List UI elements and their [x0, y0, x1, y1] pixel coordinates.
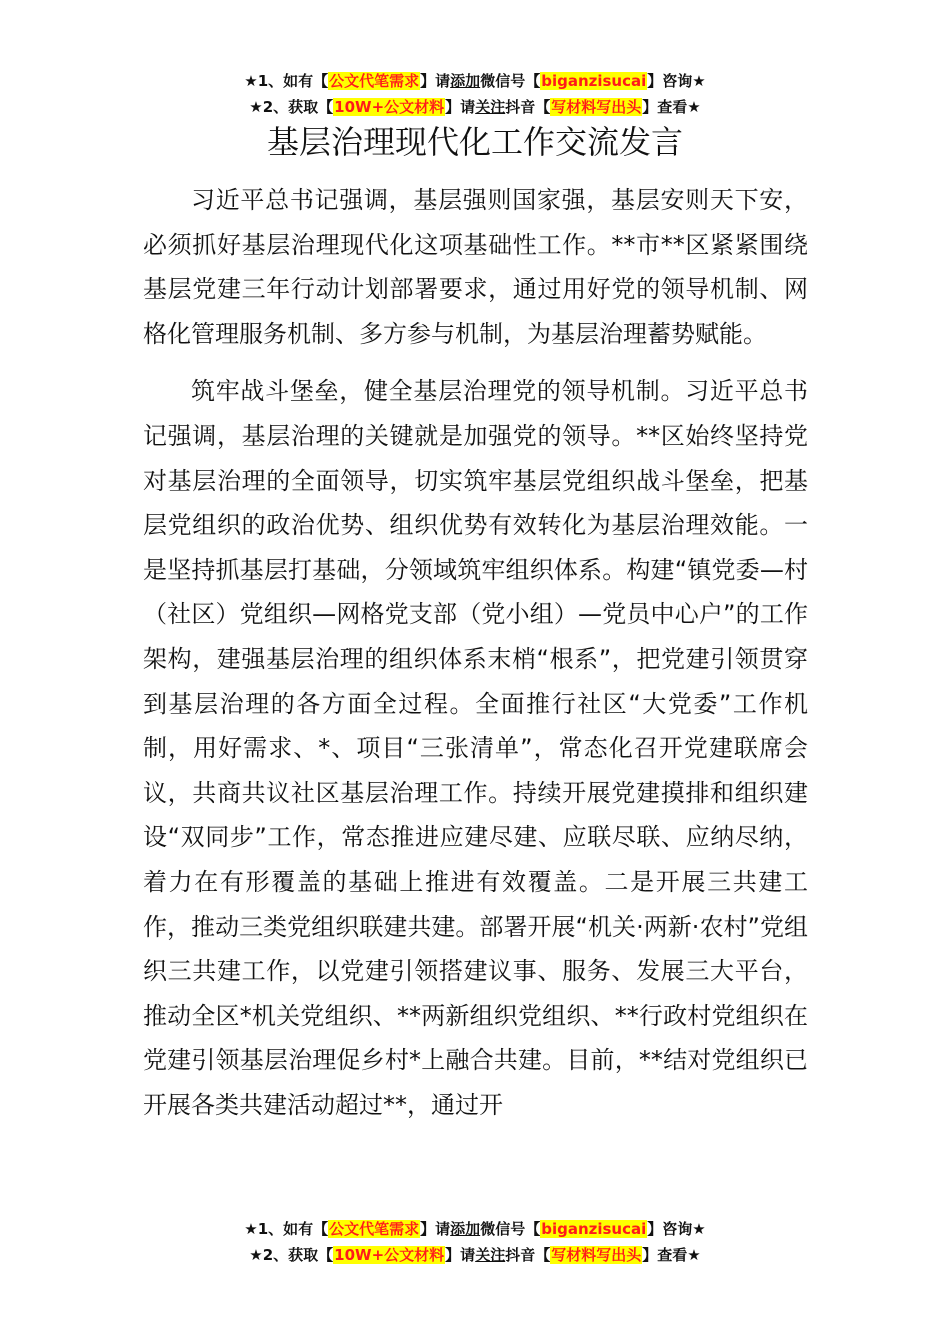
ad-text: 】查看 [642, 98, 688, 116]
footer-ad [0, 1216, 950, 1268]
ad-highlight-service: 公文代笔需求 [329, 72, 420, 90]
ad-underlined-text: 关注 [475, 98, 506, 116]
ad-underlined-text: 关注 [475, 1246, 506, 1264]
ad-underlined-text: 添加 [450, 1220, 481, 1238]
paragraph-intro: 习近平总书记强调，基层强则国家强，基层安则天下安，必须抓好基层治理现代化这项基础性工作。**市**区紧紧围绕基层党建三年行动计划部署要求，通过用好党的领导机制、网格化管理服务机制、多方参与机制，为基层治理蓄势赋能。 [143, 186, 808, 348]
ad-highlight-materials: 10W+公文材料 [334, 1246, 445, 1264]
paragraph-leadership-mechanism: 筑牢战斗堡垒，健全基层治理党的领导机制。习近平总书记强调，基层治理的关键就是加强党的领导。**区始终坚持党对基层治理的全面领导，切实筑牢基层党组织战斗堡垒，把基层党组织的政治优势、组织优势有效转化为基层治理效能。一是坚持抓基层打基础，分领域筑牢组织体系。构建“镇党委—村（社区）党组织—网格党支部（党小组）—党员中心户”的工作架构，建强基层治理的组织体系末梢“根系”，把党建引领贯穿到基层治理的各方面全过程。全面推行社区“大党委”工作机制，用好需求、*、项目“三张清单”，常态化召开党建联席会议，共商共议社区基层治理工作。持续开展党建摸排和组织建设“双同步”工作，常态推进应建尽建、应联尽联、应纳尽纳，着力在有形覆盖的基础上推进有效覆盖。二是开展三共建工作，推动三类党组织联建共建。部署开展“机关·两新·农村”党组织三共建工作，以党建引领搭建议事、服务、发展三大平台，推动全区*机关党组织、**两新组织党组织、**行政村党组织在党建引领基层治理促乡村*上融合共建。目前，**结对党组织已开展各类共建活动超过**，通过开 [143, 377, 808, 1119]
ad-text: 抖音【 [505, 1246, 551, 1264]
ad-text: 】请 [420, 72, 451, 90]
header-ad-line-2 [0, 94, 950, 120]
ad-highlight-wechat-id: biganzisucai [541, 72, 647, 90]
ad-text: 】请 [420, 1220, 451, 1238]
document-body [143, 178, 808, 1127]
ad-text: 】请 [445, 98, 476, 116]
header-ad-line-1 [0, 68, 950, 94]
header-ad [0, 68, 950, 120]
star-icon: ★ [692, 1220, 706, 1238]
ad-text: 抖音【 [505, 98, 551, 116]
ad-text: 】咨询 [647, 1220, 693, 1238]
footer-ad-line-1 [0, 1216, 950, 1242]
ad-text: 1、如有【 [257, 72, 329, 90]
ad-text: 2、获取【 [262, 98, 334, 116]
ad-highlight-service: 公文代笔需求 [329, 1220, 420, 1238]
star-icon: ★ [692, 72, 706, 90]
ad-text: 微信号【 [480, 72, 541, 90]
ad-highlight-wechat-id: biganzisucai [541, 1220, 647, 1238]
footer-ad-line-2 [0, 1242, 950, 1268]
document-title: 基层治理现代化工作交流发言 [266, 123, 683, 161]
ad-text: 微信号【 [480, 1220, 541, 1238]
star-icon: ★ [244, 1220, 258, 1238]
star-icon: ★ [687, 98, 701, 116]
star-icon: ★ [249, 1246, 263, 1264]
ad-highlight-materials: 10W+公文材料 [334, 98, 445, 116]
ad-text: 2、获取【 [262, 1246, 334, 1264]
ad-highlight-douyin-id: 写材料写出头 [551, 1246, 642, 1264]
ad-text: 】请 [445, 1246, 476, 1264]
star-icon: ★ [244, 72, 258, 90]
star-icon: ★ [249, 98, 263, 116]
star-icon: ★ [687, 1246, 701, 1264]
ad-text: 】咨询 [647, 72, 693, 90]
ad-highlight-douyin-id: 写材料写出头 [551, 98, 642, 116]
ad-text: 1、如有【 [257, 1220, 329, 1238]
ad-text: 】查看 [642, 1246, 688, 1264]
ad-underlined-text: 添加 [450, 72, 481, 90]
